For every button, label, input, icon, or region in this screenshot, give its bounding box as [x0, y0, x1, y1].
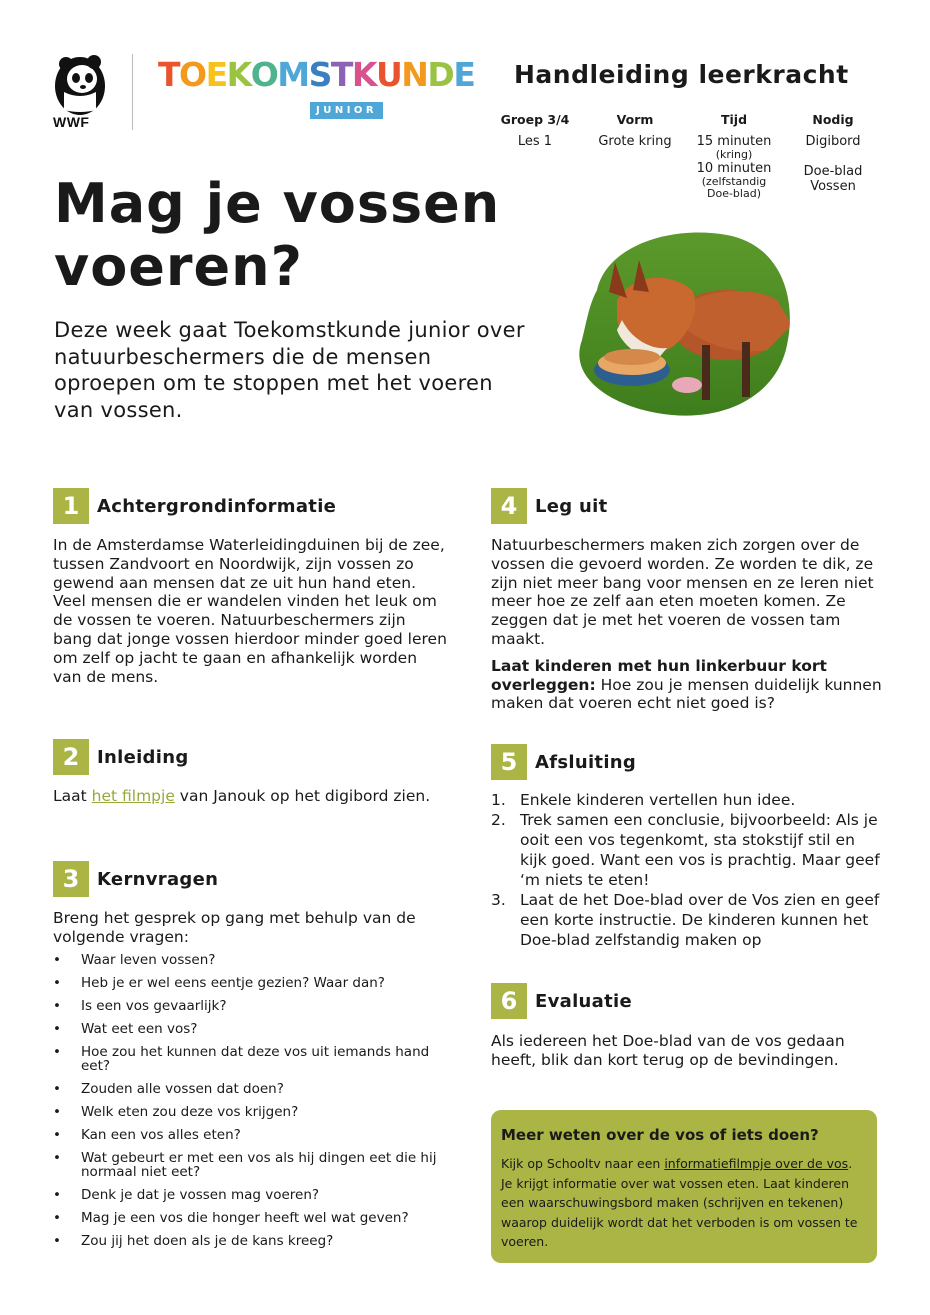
section-leg-uit	[491, 488, 886, 713]
meta-head: Tijd	[720, 112, 748, 127]
section-number: 6	[491, 983, 527, 1019]
question-item: • Kan een vos alles eten?	[53, 1128, 438, 1142]
header-divider	[132, 54, 133, 130]
question-item: • Is een vos gevaarlijk?	[53, 999, 438, 1013]
step-list	[491, 790, 886, 950]
meta-line: Les 1	[517, 134, 553, 149]
section-afsluiting	[491, 744, 886, 950]
section-achtergrond	[53, 488, 448, 686]
task-bold: Laat kinderen met hun linkerbuur kort overleggen:	[491, 656, 827, 694]
section-number: 3	[53, 861, 89, 897]
section-header	[491, 488, 886, 524]
title-line: Mag je vossen	[54, 172, 501, 235]
section-header	[53, 861, 438, 897]
meta-spacer	[778, 149, 888, 164]
section-header	[491, 983, 886, 1019]
section-title: Leg uit	[535, 495, 608, 517]
meta-head: Vorm	[616, 112, 654, 127]
meta-head: Groep 3/4	[500, 112, 570, 127]
info-box-text	[501, 1154, 867, 1252]
step-item	[491, 810, 886, 890]
section-text: Als iedereen het Doe-blad van de vos gedaan heeft, blik dan kort terug op de bevindingen.	[491, 1032, 845, 1069]
title-line: voeren?	[54, 235, 303, 298]
brand-letter: N	[401, 55, 428, 94]
meta-line: Grote kring	[598, 134, 672, 149]
meta-line: Digibord	[805, 134, 861, 149]
question-item: • Wat gebeurt er met een vos als hij dingen eet die hij normaal niet eet?	[53, 1151, 438, 1179]
toekomstkunde-logo	[158, 55, 475, 94]
brand-letter: D	[427, 55, 454, 94]
section-task	[491, 657, 886, 713]
brand-letter: S	[308, 55, 331, 94]
section-title: Afsluiting	[535, 751, 637, 773]
meta-line: 10 minuten	[696, 161, 772, 176]
meta-nodig	[778, 112, 888, 194]
info-box-title: Meer weten over de vos of iets doen?	[501, 1126, 819, 1144]
meta-line: Vossen	[810, 179, 856, 194]
question-list	[53, 953, 438, 1248]
page-title	[54, 172, 554, 298]
brand-letter: M	[277, 55, 309, 94]
step-text: Trek samen een conclusie, bijvoorbeeld: Als je ooit een vos tegenkomt, sta stokstijf stil en kijk goed. Want een vos is prachtig. Maar geef ‘m niets te eten!	[520, 811, 880, 889]
question-item: • Zou jij het doen als je de kans kreeg?	[53, 1234, 438, 1248]
meta-vorm	[580, 112, 690, 149]
meta-line: (kring)	[715, 148, 753, 161]
question-item: • Zouden alle vossen dat doen?	[53, 1082, 438, 1096]
brand-letter: U	[375, 55, 402, 94]
section-title: Inleiding	[97, 746, 189, 768]
question-item: • Waar leven vossen?	[53, 953, 438, 967]
section-header	[53, 488, 448, 524]
brand-letter: O	[250, 55, 278, 94]
fox-photo	[577, 230, 792, 418]
section-evaluatie	[491, 983, 886, 1070]
brand-letter: E	[205, 55, 227, 94]
guide-title: Handleiding leerkracht	[514, 60, 849, 89]
meta-line: Doe-blad	[803, 164, 863, 179]
meta-tijd	[679, 112, 789, 200]
step-number: 2.	[491, 811, 506, 829]
question-item: • Welk eten zou deze vos krijgen?	[53, 1105, 438, 1119]
brand-letter: E	[453, 55, 475, 94]
question-item: • Wat eet een vos?	[53, 1022, 438, 1036]
step-item	[491, 790, 886, 810]
info-box	[491, 1110, 877, 1263]
section-number: 1	[53, 488, 89, 524]
question-item: • Denk je dat je vossen mag voeren?	[53, 1188, 438, 1202]
question-item: • Heb je er wel eens eentje gezien? Waar dan?	[53, 976, 438, 990]
meta-line: (zelfstandig	[701, 175, 767, 188]
section-title: Achtergrondinformatie	[97, 495, 337, 517]
brand-letter: K	[226, 55, 251, 94]
step-item	[491, 890, 886, 950]
section-lead: Breng het gesprek op gang met behulp van de volgende vragen:	[53, 909, 416, 946]
step-number: 3.	[491, 891, 506, 909]
section-text: In de Amsterdamse Waterleidingduinen bij de zee, tussen Zandvoort en Noordwijk, zijn vossen zo gewend aan mensen dat ze uit hun hand eten. Veel mensen die er wandelen vinden het leuk om de vossen te voeren. Natuurbeschermers zijn bang dat jonge vossen hierdoor minder goed leren om zelf op jacht te gaan en afhankelijk worden van de mens.	[53, 536, 447, 686]
text-post: van Janouk op het digibord zien.	[174, 787, 431, 805]
step-text: Laat de het Doe-blad over de Vos zien en geef een korte instructie. De kinderen kunnen het Doe-blad zelfstandig maken op	[520, 891, 880, 949]
brand-letter: K	[351, 55, 376, 94]
step-number: 1.	[491, 791, 506, 809]
video-link[interactable]: het filmpje	[91, 787, 175, 805]
meta-line: Doe-blad)	[707, 187, 761, 200]
box-post: . Je krijgt informatie over wat vossen eten. Laat kinderen een waarschuwingsbord maken (schrijven en tekenen) waarop duidelijk wordt dat het verboden is om vossen te voeren.	[501, 1156, 858, 1249]
question-item: • Mag je een vos die honger heeft wel wat geven?	[53, 1211, 438, 1225]
brand-letter: T	[158, 55, 180, 94]
meta-groep	[480, 112, 590, 149]
section-inleiding	[53, 739, 433, 806]
section-kernvragen	[53, 861, 438, 1257]
intro-text: Deze week gaat Toekomstkunde junior over natuurbeschermers die de mensen oproepen om te stoppen met het voeren van vossen.	[54, 318, 525, 422]
brand-letter: T	[330, 55, 352, 94]
brand-letter: O	[179, 55, 206, 94]
meta-line: 15 minuten	[696, 134, 772, 149]
question-item: • Hoe zou het kunnen dat deze vos uit iemands hand eet?	[53, 1045, 438, 1073]
section-header	[491, 744, 886, 780]
section-header	[53, 739, 433, 775]
task-rest: Hoe zou je mensen duidelijk kunnen maken dat voeren echt niet goed is?	[491, 675, 882, 713]
section-text	[53, 787, 433, 806]
section-title: Kernvragen	[97, 868, 219, 890]
section-number: 4	[491, 488, 527, 524]
section-number: 5	[491, 744, 527, 780]
section-number: 2	[53, 739, 89, 775]
box-pre: Kijk op Schooltv naar een	[501, 1156, 665, 1171]
meta-head: Nodig	[812, 112, 854, 127]
section-title: Evaluatie	[535, 990, 632, 1012]
section-text: Natuurbeschermers maken zich zorgen over de vossen die gevoerd worden. Ze worden te dik, ze zijn niet meer bang voor mensen en ze leren niet meer hoe ze zelf aan eten moeten komen. Ze zeggen dat je met het voeren de vossen tam maakt.	[491, 536, 874, 648]
step-text: Enkele kinderen vertellen hun idee.	[520, 791, 796, 809]
junior-tag: JUNIOR	[310, 102, 383, 119]
text-pre: Laat	[53, 787, 92, 805]
wwf-wordmark: WWF	[53, 114, 90, 130]
schooltv-link[interactable]: informatiefilmpje over de vos	[664, 1156, 849, 1171]
